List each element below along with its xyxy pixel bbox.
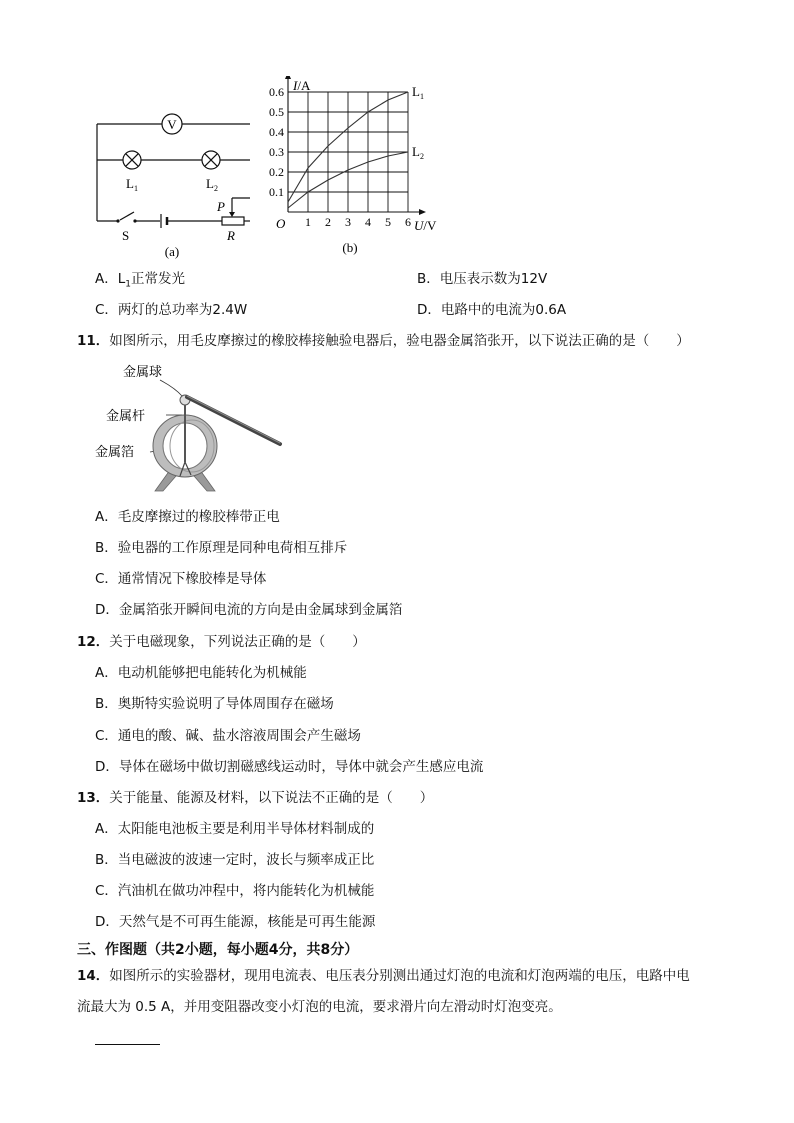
y-tick-label: 0.2 (269, 165, 284, 179)
q12-option-a: A．电动机能够把电能转化为机械能 (95, 665, 307, 681)
label-metal-ball: 金属球 (123, 364, 163, 379)
q13-stem: 13．关于能量、能源及材料，以下说法不正确的是（ ） (77, 790, 434, 806)
y-tick-label: 0.5 (269, 105, 284, 119)
y-axis-label: I/A (293, 78, 311, 93)
x-tick-label: 4 (365, 215, 371, 229)
q12-stem: 12．关于电磁现象，下列说法正确的是（ ） (77, 634, 366, 650)
q10-option-d: D．电路中的电流为0.6A (417, 302, 567, 318)
x-axis-arrow (419, 209, 426, 215)
svg-text:L2 (206, 176, 218, 193)
q10-option-b: B．电压表示数为12V (417, 271, 548, 287)
lamp-l1-label: L (126, 176, 134, 191)
y-axis-arrow (285, 76, 291, 79)
lamp-l1-icon (123, 151, 141, 169)
x-tick-label: 5 (385, 215, 391, 229)
q13-option-b: B．当电磁波的波速一定时，波长与频率成正比 (95, 852, 375, 868)
q14-stem-line2: 流最大为 0.5 A，并用变阻器改变小灯泡的电流，要求滑片向左滑动时灯泡变亮。 (77, 999, 562, 1015)
x-tick-label: 2 (325, 215, 331, 229)
y-tick-label: 0.3 (269, 145, 284, 159)
rheostat-label: R (227, 228, 235, 243)
q12-option-c: C．通电的酸、碱、盐水溶液周围会产生磁场 (95, 728, 361, 744)
x-tick-label: 3 (345, 215, 351, 229)
lamp-l2-sub: 2 (213, 184, 218, 193)
rheostat-icon (222, 217, 244, 225)
y-tick-label: 0.4 (269, 125, 284, 139)
lamp-l2-label: L (206, 176, 214, 191)
q12-option-d: D．导体在磁场中做切割磁感线运动时，导体中就会产生感应电流 (95, 759, 484, 775)
switch-icon (116, 219, 119, 222)
iu-chart (258, 76, 448, 262)
q11-option-c: C．通常情况下橡胶棒是导体 (95, 571, 267, 587)
lamp-l1-sub: 1 (133, 184, 138, 193)
slider-label: P (217, 199, 225, 214)
circuit-diagram (90, 108, 250, 260)
label-metal-rod: 金属杆 (106, 408, 146, 423)
q11-option-a: A．毛皮摩擦过的橡胶棒带正电 (95, 509, 280, 525)
q10-option-a: A．$L_1$正常发光 (95, 271, 185, 290)
label-metal-foil: 金属箔 (95, 444, 135, 459)
q11-option-b: B．验电器的工作原理是同种电荷相互排斥 (95, 540, 348, 556)
y-tick-label: 0.1 (269, 185, 284, 199)
x-axis-label: U/V (414, 218, 437, 233)
q14-stem-line1: 14．如图所示的实验器材，现用电流表、电压表分别测出通过灯泡的电流和灯泡两端的电压，电路中电 (77, 968, 690, 984)
q13-option-a: A．太阳能电池板主要是利用半导体材料制成的 (95, 821, 375, 837)
y-tick-label: 0.6 (269, 85, 284, 99)
switch-label: S (122, 228, 130, 243)
series-label-l2: $L_2$ (412, 144, 424, 161)
lamp-l2-icon (202, 151, 220, 169)
voltmeter-label: V (167, 117, 177, 132)
figure-b-caption: (b) (342, 240, 358, 255)
x-tick-label: 6 (405, 215, 411, 229)
q10-option-c: C．两灯的总功率为2.4W (95, 302, 248, 318)
q11-stem: 11．如图所示，用毛皮摩擦过的橡胶棒接触验电器后，验电器金属箔张开，以下说法正确的是（ ） (77, 333, 690, 349)
q13-option-d: D．天然气是不可再生能源，核能是可再生能源 (95, 914, 376, 930)
figure-a-caption: (a) (164, 244, 180, 259)
battery-icon (161, 214, 167, 228)
series-label-l1: $L_1$ (412, 84, 424, 101)
electroscope-figure (90, 358, 290, 498)
answer-blank-line (95, 1044, 160, 1045)
q11-option-d: D．金属箔张开瞬间电流的方向是由金属球到金属箔 (95, 602, 403, 618)
section-title: 三、作图题（共2小题，每小题4分，共8分） (77, 942, 359, 958)
q12-option-b: B．奥斯特实验说明了导体周围存在磁场 (95, 696, 334, 712)
svg-text:L1 (126, 176, 138, 193)
origin-label: O (276, 216, 286, 231)
q13-option-c: C．汽油机在做功冲程中，将内能转化为机械能 (95, 883, 375, 899)
x-tick-label: 1 (305, 215, 311, 229)
